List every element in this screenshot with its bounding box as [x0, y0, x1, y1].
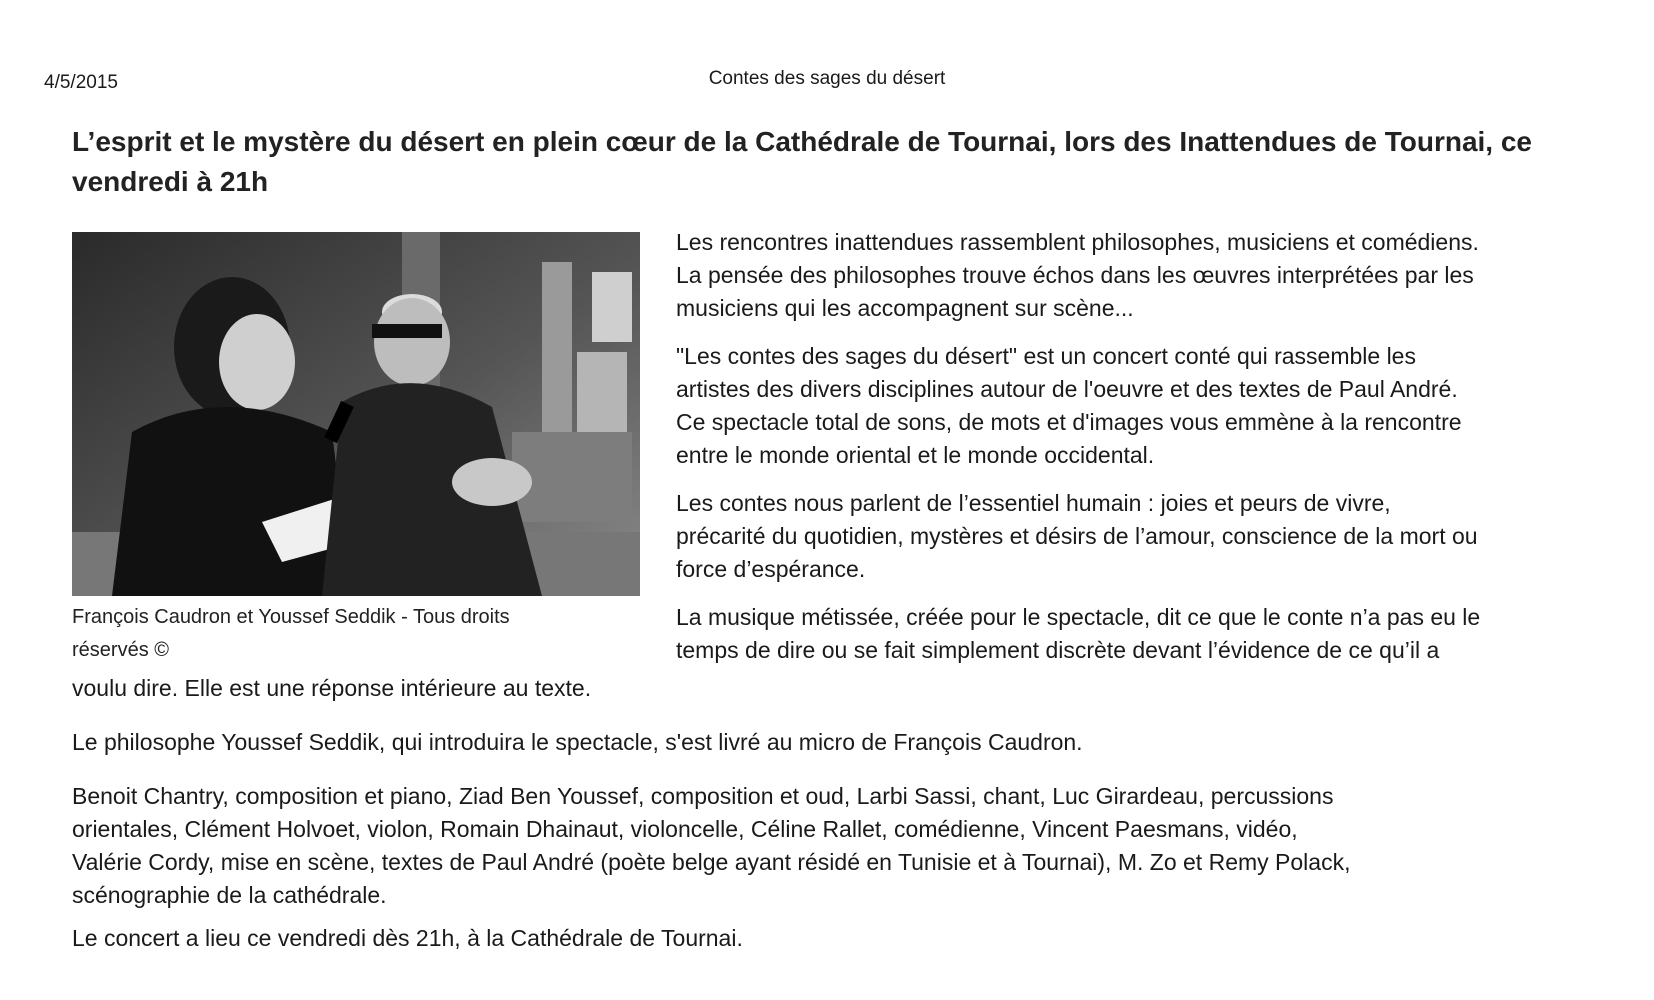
text-line: force d’espérance.	[676, 556, 866, 582]
text-line: Les rencontres inattendues rassemblent philosophes, musiciens et comédiens.	[676, 229, 1479, 255]
header-date: 4/5/2015	[44, 72, 118, 93]
text-line: La pensée des philosophes trouve échos dans les œuvres interprétées par les	[676, 262, 1474, 288]
photo-caption-line: réservés ©	[72, 639, 169, 661]
text-line: précarité du quotidien, mystères et désirs de l’amour, conscience de la mort ou	[676, 523, 1478, 549]
text-line: Les contes nous parlent de l’essentiel humain : joies et peurs de vivre,	[676, 490, 1391, 516]
paragraph-rencontres	[676, 226, 1652, 325]
text-line: artistes des divers disciplines autour de l'oeuvre et des textes de Paul André.	[676, 376, 1458, 402]
text-line: musiciens qui les accompagnent sur scène...	[676, 295, 1134, 321]
text-line: orientales, Clément Holvoet, violon, Romain Dhainaut, violoncelle, Céline Rallet, comédienne, Vincent Paesmans, vidéo,	[72, 816, 1298, 842]
paragraph-musique	[676, 601, 1652, 667]
paragraph-contes	[676, 487, 1652, 586]
photo-illustration	[72, 232, 640, 596]
paragraph-credits	[72, 780, 1652, 912]
paragraph-closing: Le concert a lieu ce vendredi dès 21h, à la Cathédrale de Tournai.	[72, 925, 743, 951]
paragraph-concert	[676, 340, 1652, 472]
text-line: entre le monde oriental et le monde occidental.	[676, 442, 1155, 468]
text-line: Ce spectacle total de sons, de mots et d'images vous emmène à la rencontre	[676, 409, 1462, 435]
photo-caption-line: François Caudron et Youssef Seddik - Tous droits	[72, 606, 510, 628]
text-line: Valérie Cordy, mise en scène, textes de Paul André (poète belge ayant résidé en Tunisie et à Tournai), M. Zo et Remy Polack,	[72, 849, 1351, 875]
article-headline: L’esprit et le mystère du désert en plein cœur de la Cathédrale de Tournai, lors des Inattendues de Tournai, ce vendredi à 21h	[72, 126, 1533, 197]
article-column-text	[676, 226, 1652, 682]
text-line: Benoit Chantry, composition et piano, Ziad Ben Youssef, composition et oud, Larbi Sassi, chant, Luc Girardeau, percussions	[72, 783, 1334, 809]
text-line: temps de dire ou se fait simplement discrète devant l’évidence de ce qu’il a	[676, 637, 1440, 663]
photo-caption	[72, 601, 632, 667]
text-line: scénographie de la cathédrale.	[72, 882, 387, 908]
text-line: La musique métissée, créée pour le spectacle, dit ce que le conte n’a pas eu le	[676, 604, 1481, 630]
paragraph-philosophe: Le philosophe Youssef Seddik, qui introduira le spectacle, s'est livré au micro de François Caudron.	[72, 729, 1083, 755]
paragraph-musique-continuation: voulu dire. Elle est une réponse intérieure au texte.	[72, 675, 592, 701]
article-photo	[72, 232, 640, 596]
header-title: Contes des sages du désert	[708, 68, 946, 89]
text-line: "Les contes des sages du désert" est un concert conté qui rassemble les	[676, 343, 1416, 369]
